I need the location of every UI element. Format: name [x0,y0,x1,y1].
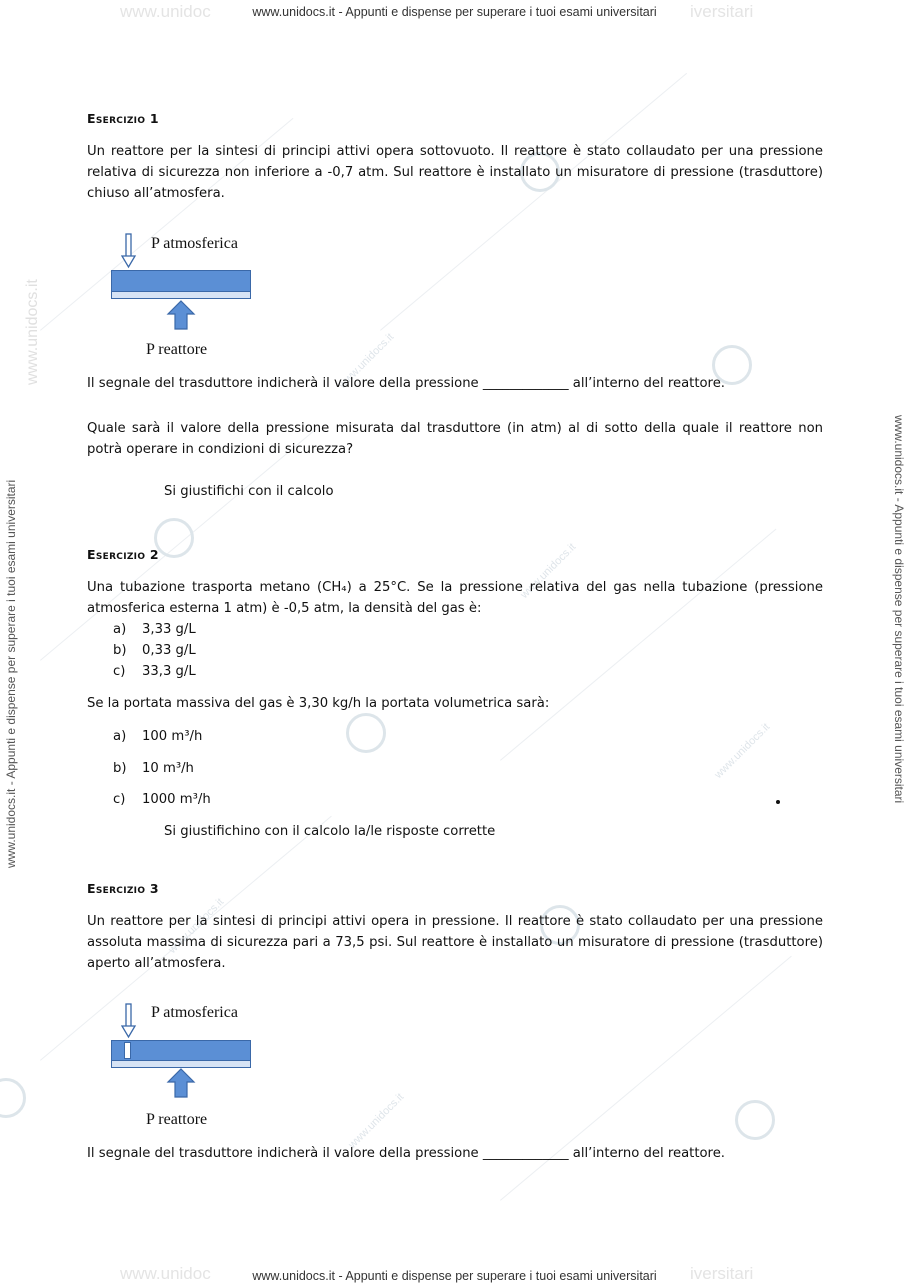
exercise-2-title: Esercizio 2 [87,547,159,562]
up-arrow-icon [166,1068,196,1098]
option-letter: c) [113,792,126,807]
option-text: 1000 m³/h [142,792,211,807]
option-text: 3,33 g/L [142,622,196,637]
option-text: 0,33 g/L [142,643,196,658]
transducer-base [111,1060,251,1068]
exercise-1-title: Esercizio 1 [87,111,159,126]
watermark-line [500,529,776,761]
footer-ghost-left: www.unidoc [120,1264,211,1283]
exercise-3-signal: Il segnale del trasduttore indicherà il valore della pressione _____________ all’interno del reattore. [87,1146,725,1161]
footer-ghost-right: iversitari [690,1264,754,1283]
watermark-text: www.unidocs.it [346,1091,407,1151]
watermark-text: www.unidocs.it [166,896,227,956]
exercise-1-question: Quale sarà il valore della pressione misurata dal trasduttore (in atm) al di sotto della quale il reattore non potrà operare in condizioni di sicurezza? [87,421,823,457]
stray-dot [776,800,780,804]
right-side-text: www.unidocs.it - Appunti e dispense per superare i tuoi esami universitari [892,415,906,804]
header-ghost-left: www.unidoc [120,2,211,21]
watermark-line [500,956,792,1201]
transducer-base [111,291,251,299]
watermark-logo-icon [735,1100,775,1140]
transducer-bar [111,1040,251,1061]
pressure-bottom-label: P reattore [146,1111,208,1128]
watermark-text: www.unidocs.it [518,541,579,601]
exercise-2-justify: Si giustifichino con il calcolo la/le risposte corrette [164,824,496,839]
up-arrow-icon [166,300,196,330]
watermark-logo-icon [154,518,194,558]
exercise-3-intro: Un reattore per la sintesi di principi attivi opera in pressione. Il reattore è stato collaudato per una pressione assoluta massima di sicurezza pari a 73,5 psi. Sul reattore è installato un misuratore di pressione (trasduttore) aperto all’atmosfera. [87,914,823,971]
header-ghost-right: iversitari [690,2,754,21]
pressure-top-label: P atmosferica [151,1004,238,1021]
option-letter: b) [113,643,127,658]
down-arrow-icon [121,1003,137,1039]
option-letter: a) [113,729,127,744]
exercise-1-signal: Il segnale del trasduttore indicherà il valore della pressione _____________ all’interno del reattore. [87,376,725,391]
exercise-2-question-2: Se la portata massiva del gas è 3,30 kg/h la portata volumetrica sarà: [87,696,550,711]
watermark-text: www.unidocs.it [336,331,397,391]
option-letter: b) [113,761,127,776]
pressure-top-label: P atmosferica [151,235,238,252]
left-side-text: www.unidocs.it - Appunti e dispense per superare i tuoi esami universitari [4,479,18,868]
left-side-ghost: www.unidocs.it [24,279,41,385]
option-letter: c) [113,664,126,679]
exercise-2-intro: Una tubazione trasporta metano (CH₄) a 25°C. Se la pressione relativa del gas nella tubazione (pressione atmosferica esterna 1 atm) è -0,5 atm, la densità del gas è: [87,580,823,616]
watermark-logo-icon [0,1078,26,1118]
exercise-1-justify: Si giustifichi con il calcolo [164,484,334,499]
watermark-text: www.unidocs.it [712,721,773,781]
footer-link[interactable]: www.unidocs.it - Appunti e dispense per superare i tuoi esami universitari [252,1269,657,1283]
transducer-bar [111,270,251,292]
option-text: 100 m³/h [142,729,203,744]
transducer-opening [124,1042,131,1059]
pressure-bottom-label: P reattore [146,341,208,358]
exercise-1-intro: Un reattore per la sintesi di principi attivi opera sottovuoto. Il reattore è stato collaudato per una pressione relativa di sicurezza non inferiore a -0,7 atm. Sul reattore è installato un misuratore di pressione (trasduttore) chiuso all’atmosfera. [87,144,823,201]
option-text: 33,3 g/L [142,664,196,679]
header-link[interactable]: www.unidocs.it - Appunti e dispense per superare i tuoi esami universitari [252,5,657,19]
exercise-3-title: Esercizio 3 [87,881,159,896]
option-text: 10 m³/h [142,761,194,776]
down-arrow-icon [121,233,137,269]
option-letter: a) [113,622,127,637]
watermark-logo-icon [346,713,386,753]
